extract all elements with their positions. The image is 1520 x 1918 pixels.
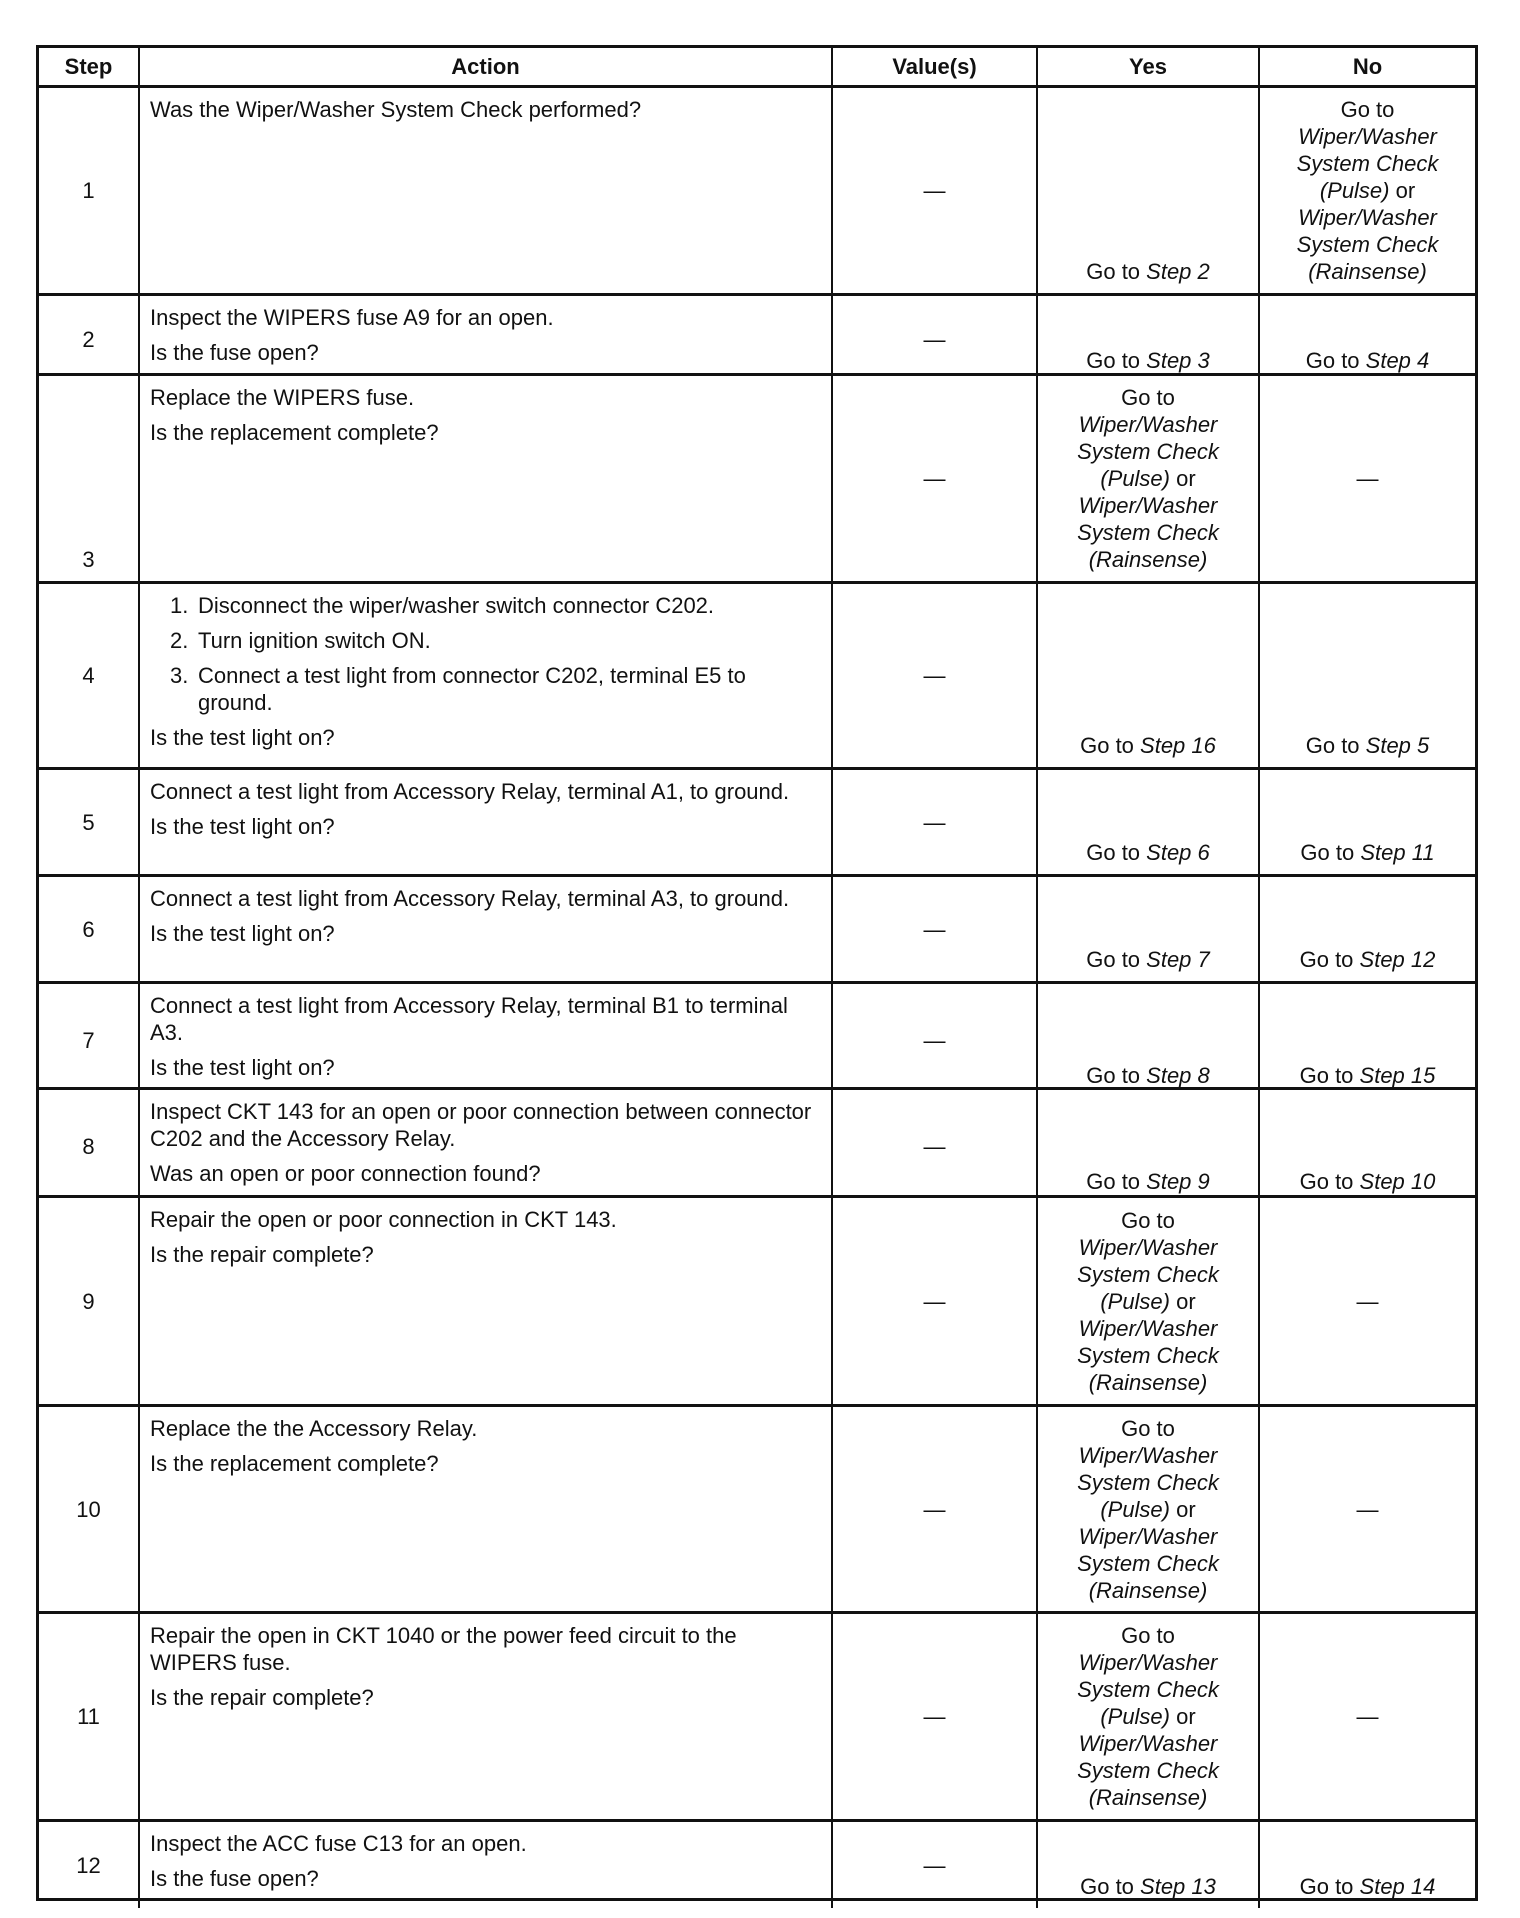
header-step: Step	[39, 48, 140, 85]
goto-line	[1080, 1873, 1216, 1900]
goto-line	[1048, 1234, 1248, 1288]
action-cell	[140, 1090, 833, 1203]
action-text: Is the replacement complete?	[150, 420, 439, 445]
no-cell	[1260, 296, 1475, 382]
goto-link[interactable]: Wiper/Washer System Check	[1077, 1443, 1219, 1495]
goto-line	[1086, 1062, 1210, 1089]
value-dash: —	[923, 809, 946, 835]
step-label: 2	[82, 326, 95, 352]
goto-link[interactable]: Step 13	[1140, 1874, 1216, 1899]
goto-line	[1320, 177, 1415, 204]
goto-link[interactable]: Step 7	[1146, 947, 1210, 972]
goto-link[interactable]: Step 12	[1359, 947, 1436, 972]
table-row	[39, 1614, 1475, 1822]
yes-cell	[1038, 296, 1260, 382]
no-cell	[1260, 1090, 1475, 1203]
step-number	[39, 584, 140, 767]
value-dash: —	[923, 916, 946, 942]
goto-text: Go to	[1340, 97, 1395, 122]
goto-line	[1306, 347, 1430, 374]
table-row	[39, 584, 1475, 770]
yes-cell	[1038, 584, 1260, 767]
goto-line	[1086, 1168, 1210, 1195]
step-number	[39, 296, 140, 382]
value-dash: —	[923, 178, 946, 203]
dash: —	[1356, 466, 1379, 491]
no-cell	[1260, 376, 1475, 581]
action-text: Is the fuse open?	[150, 1866, 319, 1891]
goto-line	[1100, 1288, 1195, 1315]
step-label: 3	[82, 547, 95, 572]
action-text: Repair the open in CKT 1040 or the power feed circuit to the WIPERS fuse.	[150, 1623, 737, 1675]
step-number	[39, 1090, 140, 1203]
goto-link[interactable]: Step 10	[1359, 1169, 1436, 1194]
action-text: Is the test light on?	[150, 921, 335, 946]
action-cell	[140, 1822, 833, 1908]
action-cell	[140, 770, 833, 874]
goto-text: or	[1170, 1288, 1196, 1314]
table-row	[39, 770, 1475, 877]
action-cell	[140, 376, 833, 581]
value-dash: —	[923, 1852, 946, 1878]
action-text: Connect a test light from Accessory Relay, terminal B1 to terminal A3.	[150, 993, 788, 1045]
yes-cell	[1038, 1090, 1260, 1203]
no-cell	[1260, 584, 1475, 767]
goto-line	[1048, 411, 1248, 465]
goto-line	[1048, 1523, 1248, 1577]
action-cell	[140, 1198, 833, 1404]
table-row	[39, 1198, 1475, 1407]
action-text: Is the replacement complete?	[150, 1451, 439, 1476]
action-cell	[140, 984, 833, 1097]
action-text: Is the repair complete?	[150, 1685, 374, 1710]
step-label: 9	[82, 1288, 95, 1314]
goto-link[interactable]: Step 5	[1365, 733, 1430, 758]
goto-link[interactable]: (Pulse)	[1100, 1704, 1170, 1729]
table-row	[39, 1407, 1475, 1614]
goto-link[interactable]: Wiper/Washer System Check	[1077, 412, 1219, 464]
step-label: 11	[77, 1704, 100, 1729]
goto-line	[1100, 465, 1195, 492]
no-cell	[1260, 1407, 1475, 1612]
header-action: Action	[140, 48, 833, 85]
no-cell	[1260, 1614, 1475, 1819]
goto-text: Go to	[1086, 348, 1147, 373]
action-text: Is the test light on?	[150, 1055, 335, 1080]
value-cell	[833, 1090, 1038, 1203]
action-text: Connect a test light from Accessory Relay, terminal A3, to ground.	[150, 886, 790, 911]
step-label: 7	[82, 1028, 95, 1053]
action-text: Is the fuse open?	[150, 340, 319, 365]
goto-line	[1086, 839, 1210, 866]
action-text: Inspect the WIPERS fuse A9 for an open.	[150, 305, 554, 330]
goto-line	[1048, 1649, 1248, 1703]
goto-text: Go to	[1086, 840, 1147, 865]
no-cell	[1260, 1822, 1475, 1908]
yes-cell	[1038, 1198, 1260, 1404]
goto-text: Go to	[1121, 1623, 1175, 1648]
goto-link[interactable]: Wiper/Washer System Check	[1077, 1524, 1219, 1576]
step-index: 2.	[170, 628, 189, 653]
dash: —	[1356, 1704, 1379, 1729]
action-text: Is the test light on?	[150, 725, 335, 750]
value-dash: —	[923, 1134, 946, 1159]
no-cell	[1260, 88, 1475, 293]
goto-link[interactable]: Step 15	[1359, 1063, 1436, 1088]
value-dash: —	[923, 1497, 946, 1522]
goto-link[interactable]: (Rainsense)	[1088, 547, 1208, 572]
goto-link[interactable]: Step 2	[1146, 259, 1210, 284]
goto-link[interactable]: Wiper/Washer System Check	[1077, 1315, 1219, 1368]
step-number	[39, 770, 140, 874]
goto-line	[1100, 1496, 1195, 1523]
goto-line	[1086, 946, 1210, 973]
value-dash: —	[923, 663, 946, 688]
step-label: 8	[82, 1134, 95, 1159]
goto-text: Go to	[1080, 1874, 1141, 1899]
goto-text: Go to	[1121, 1207, 1175, 1233]
goto-link[interactable]: Step 9	[1146, 1169, 1210, 1194]
goto-text: Go to	[1299, 1169, 1360, 1194]
table-row	[39, 1822, 1475, 1898]
step-number	[39, 1407, 140, 1612]
goto-line	[1121, 1415, 1175, 1442]
table-row	[39, 1090, 1475, 1198]
value-cell	[833, 584, 1038, 767]
goto-link[interactable]: Step 11	[1360, 840, 1435, 865]
action-text: Repair the open or poor connection in CKT 143.	[150, 1207, 617, 1232]
goto-line	[1121, 1622, 1175, 1649]
goto-text: Go to	[1305, 733, 1366, 758]
goto-link[interactable]: (Pulse)	[1100, 466, 1170, 491]
goto-line	[1089, 1369, 1208, 1396]
yes-cell	[1038, 877, 1260, 981]
goto-text: Go to	[1300, 840, 1361, 865]
step-label: 1	[82, 178, 95, 203]
value-cell	[833, 877, 1038, 981]
action-text: Is the test light on?	[150, 814, 335, 839]
step-index: 3.	[170, 663, 189, 688]
value-dash: —	[923, 466, 946, 491]
dash: —	[1356, 1497, 1379, 1522]
value-dash: —	[923, 326, 946, 352]
goto-link[interactable]: Step 6	[1146, 840, 1210, 865]
goto-text: Go to	[1299, 947, 1360, 972]
goto-link[interactable]: Wiper/Washer System Check	[1077, 493, 1219, 545]
step-number	[39, 1822, 140, 1908]
goto-line	[1121, 384, 1175, 411]
table-row	[39, 296, 1475, 376]
goto-text: Go to	[1086, 1063, 1147, 1088]
no-cell	[1260, 1198, 1475, 1404]
goto-text: Go to	[1086, 1169, 1147, 1194]
yes-cell	[1038, 1614, 1260, 1819]
goto-text: or	[1389, 178, 1416, 203]
goto-line	[1300, 1873, 1436, 1900]
goto-line	[1300, 1062, 1436, 1089]
goto-line	[1048, 1442, 1248, 1496]
action-text: Inspect the ACC fuse C13 for an open.	[150, 1831, 527, 1856]
goto-link[interactable]: (Rainsense)	[1308, 259, 1427, 284]
goto-link[interactable]: Wiper/Washer System Check	[1077, 1731, 1219, 1783]
table-row	[39, 376, 1475, 584]
action-text: Connect a test light from Accessory Relay, terminal A1, to ground.	[150, 779, 790, 804]
action-text: Disconnect the wiper/washer switch connector C202.	[198, 593, 715, 618]
action-step	[150, 592, 821, 619]
goto-line	[1048, 492, 1248, 546]
goto-link[interactable]: Step 16	[1140, 733, 1216, 758]
step-label: 10	[76, 1497, 101, 1522]
goto-link[interactable]: Step 4	[1365, 348, 1430, 373]
goto-text: Go to	[1299, 1063, 1360, 1088]
step-label: 12	[76, 1852, 101, 1878]
value-cell	[833, 1822, 1038, 1908]
goto-text: Go to	[1086, 259, 1147, 284]
yes-cell	[1038, 984, 1260, 1097]
header-yes: Yes	[1038, 48, 1260, 85]
table-header	[39, 48, 1475, 88]
goto-line	[1089, 1577, 1208, 1604]
step-index: 1.	[170, 593, 189, 618]
goto-link[interactable]: (Rainsense)	[1088, 1578, 1208, 1603]
value-cell	[833, 1198, 1038, 1404]
action-text: Connect a test light from connector C202, terminal E5 to ground.	[198, 663, 746, 715]
yes-cell	[1038, 88, 1260, 293]
goto-line	[1270, 123, 1465, 177]
action-text: Replace the WIPERS fuse.	[150, 385, 415, 410]
value-cell	[833, 1407, 1038, 1612]
action-text: Inspect CKT 143 for an open or poor connection between connector C202 and the Accessory Relay.	[150, 1099, 812, 1151]
no-cell	[1260, 984, 1475, 1097]
step-label: 5	[82, 809, 95, 835]
goto-link[interactable]: (Pulse)	[1100, 1288, 1170, 1314]
goto-link[interactable]: (Pulse)	[1100, 1497, 1170, 1522]
action-step	[150, 627, 821, 654]
action-cell	[140, 88, 833, 293]
table-row	[39, 877, 1475, 984]
yes-cell	[1038, 1822, 1260, 1908]
goto-link[interactable]: (Pulse)	[1319, 178, 1390, 203]
yes-cell	[1038, 376, 1260, 581]
yes-cell	[1038, 770, 1260, 874]
goto-text: Go to	[1121, 1416, 1175, 1441]
goto-link[interactable]: Step 14	[1359, 1874, 1436, 1899]
diagnostic-table	[36, 45, 1478, 1901]
goto-link[interactable]: Step 3	[1146, 348, 1210, 373]
action-text: Is the repair complete?	[150, 1242, 374, 1267]
goto-link[interactable]: Wiper/Washer System Check	[1077, 1650, 1219, 1702]
goto-text: Go to	[1305, 348, 1366, 373]
goto-line	[1048, 1730, 1248, 1784]
goto-line	[1300, 839, 1434, 866]
value-dash: —	[923, 1288, 946, 1314]
header-values: Value(s)	[833, 48, 1038, 85]
goto-line	[1080, 732, 1216, 759]
action-cell	[140, 1614, 833, 1819]
action-cell	[140, 877, 833, 981]
goto-line	[1308, 258, 1427, 285]
goto-line	[1300, 946, 1436, 973]
goto-line	[1121, 1207, 1175, 1234]
value-cell	[833, 1614, 1038, 1819]
step-number	[39, 1614, 140, 1819]
goto-text: Go to	[1299, 1874, 1360, 1899]
step-label: 6	[82, 916, 95, 942]
value-cell	[833, 88, 1038, 293]
action-cell	[140, 584, 833, 767]
value-cell	[833, 770, 1038, 874]
goto-line	[1341, 96, 1395, 123]
step-number	[39, 877, 140, 981]
goto-line	[1100, 1703, 1195, 1730]
goto-line	[1306, 732, 1430, 759]
header-no: No	[1352, 54, 1383, 79]
goto-line	[1086, 258, 1210, 285]
dash: —	[1356, 1288, 1379, 1314]
action-text: Turn ignition switch ON.	[198, 628, 431, 653]
action-text: Replace the the Accessory Relay.	[150, 1416, 478, 1441]
value-cell	[833, 296, 1038, 382]
yes-cell	[1038, 1407, 1260, 1612]
action-cell	[140, 1407, 833, 1612]
value-cell	[833, 376, 1038, 581]
no-cell	[1260, 770, 1475, 874]
goto-text: Go to	[1086, 947, 1147, 972]
value-cell	[833, 984, 1038, 1097]
goto-link[interactable]: Step 8	[1146, 1063, 1210, 1088]
goto-line	[1089, 1784, 1208, 1811]
goto-line	[1048, 1315, 1248, 1369]
goto-line	[1086, 347, 1210, 374]
goto-link[interactable]: (Rainsense)	[1088, 1785, 1208, 1810]
goto-link[interactable]: Wiper/Washer System Check	[1077, 1234, 1219, 1287]
value-dash: —	[923, 1704, 946, 1729]
step-label: 4	[82, 663, 95, 688]
goto-text: or	[1170, 466, 1196, 491]
step-number	[39, 88, 140, 293]
table-row	[39, 88, 1475, 296]
goto-text: or	[1170, 1704, 1196, 1729]
action-text: Was an open or poor connection found?	[150, 1161, 541, 1186]
goto-line	[1300, 1168, 1436, 1195]
table-row	[39, 984, 1475, 1090]
value-dash: —	[923, 1028, 946, 1053]
goto-link[interactable]: Wiper/Washer System Check	[1296, 124, 1439, 176]
goto-text: Go to	[1080, 733, 1141, 758]
goto-line	[1089, 546, 1208, 573]
goto-line	[1270, 204, 1465, 258]
goto-link[interactable]: (Rainsense)	[1088, 1369, 1208, 1395]
goto-text: Go to	[1121, 385, 1175, 410]
step-number	[39, 376, 140, 581]
action-cell	[140, 296, 833, 382]
action-text: Was the Wiper/Washer System Check performed?	[150, 97, 642, 122]
step-number	[39, 984, 140, 1097]
step-number	[39, 1198, 140, 1404]
goto-link[interactable]: Wiper/Washer System Check	[1296, 205, 1439, 257]
no-cell	[1260, 877, 1475, 981]
goto-text: or	[1170, 1497, 1196, 1522]
action-step	[150, 662, 821, 716]
